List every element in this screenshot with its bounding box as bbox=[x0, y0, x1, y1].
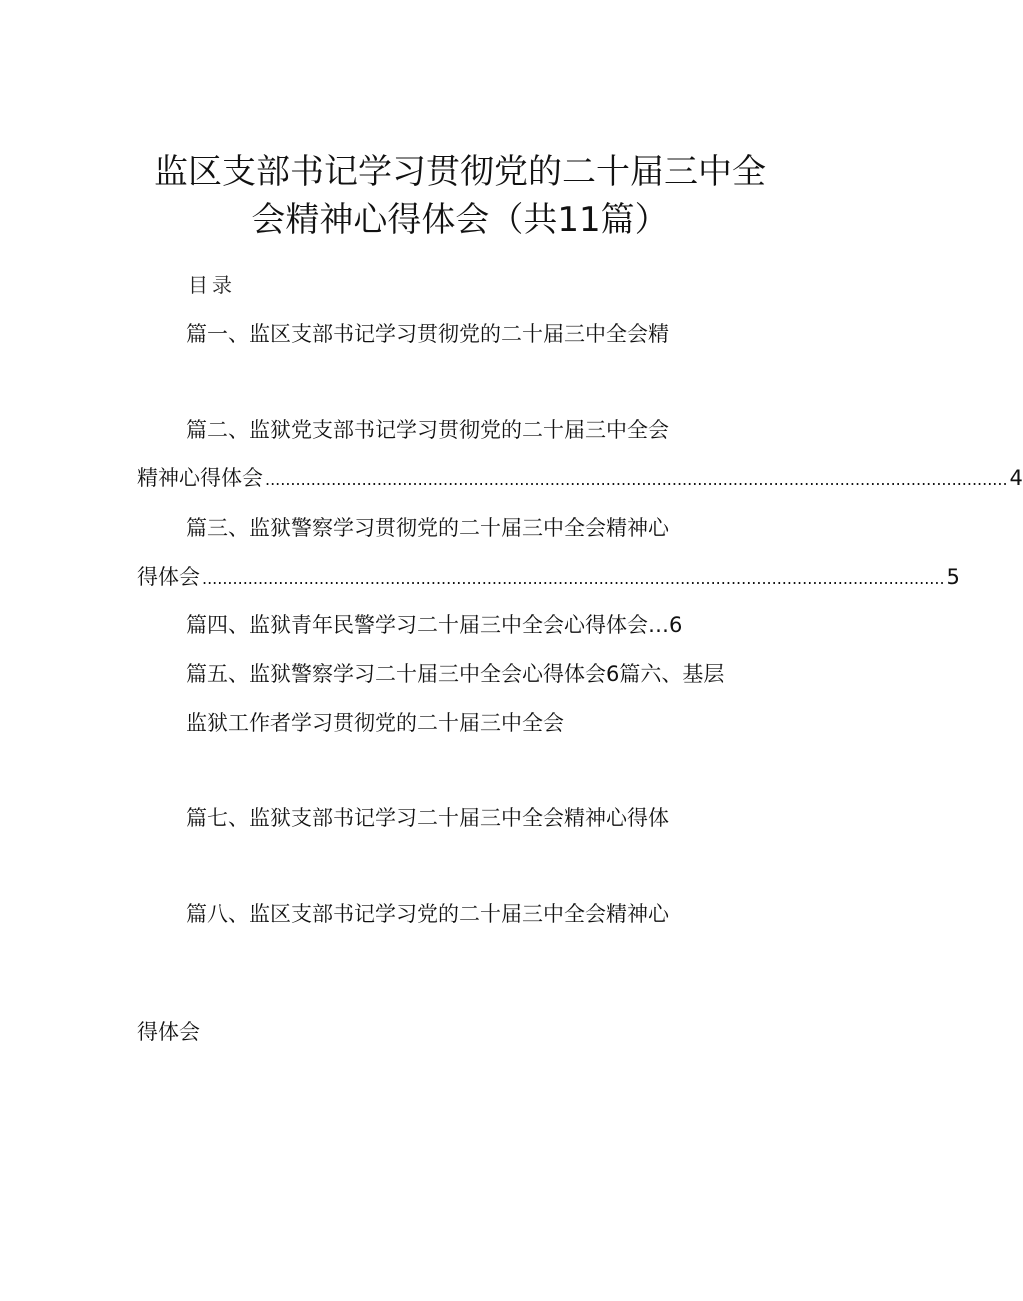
toc-entry-4: 篇四、监狱青年民警学习二十届三中全会心得体会…6 bbox=[186, 613, 683, 637]
document-title-line-1: 监区支部书记学习贯彻党的二十届三中全 bbox=[154, 152, 766, 192]
toc-entry-text: 得体会 bbox=[137, 565, 200, 589]
toc-entry-1: 篇一、监区支部书记学习贯彻党的二十届三中全会精 bbox=[186, 322, 669, 346]
dot-leader: .................................................................................................................................................. bbox=[202, 569, 945, 588]
toc-entry-3-continuation bbox=[137, 563, 960, 593]
document-title-line-2: 会精神心得体会（共11篇） bbox=[251, 200, 669, 240]
toc-entry-7: 篇七、监狱支部书记学习二十届三中全会精神心得体 bbox=[186, 806, 669, 830]
toc-entry-5: 篇五、监狱警察学习二十届三中全会心得体会6篇六、基层 bbox=[186, 662, 725, 686]
dot-leader: .................................................................................................................................................. bbox=[265, 470, 1008, 489]
toc-page-number: 5 bbox=[946, 565, 960, 589]
toc-entry-8-continuation: 得体会 bbox=[137, 1020, 200, 1044]
toc-entry-2-continuation bbox=[137, 464, 1023, 494]
toc-entry-6-continuation: 监狱工作者学习贯彻党的二十届三中全会 bbox=[186, 711, 564, 735]
toc-entry-2: 篇二、监狱党支部书记学习贯彻党的二十届三中全会 bbox=[186, 418, 669, 442]
toc-page-number: 4 bbox=[1009, 466, 1023, 490]
toc-entry-8: 篇八、监区支部书记学习党的二十届三中全会精神心 bbox=[186, 902, 669, 926]
toc-entry-3: 篇三、监狱警察学习贯彻党的二十届三中全会精神心 bbox=[186, 516, 669, 540]
toc-entry-text: 精神心得体会 bbox=[137, 466, 263, 490]
toc-heading: 目录 bbox=[188, 273, 236, 297]
